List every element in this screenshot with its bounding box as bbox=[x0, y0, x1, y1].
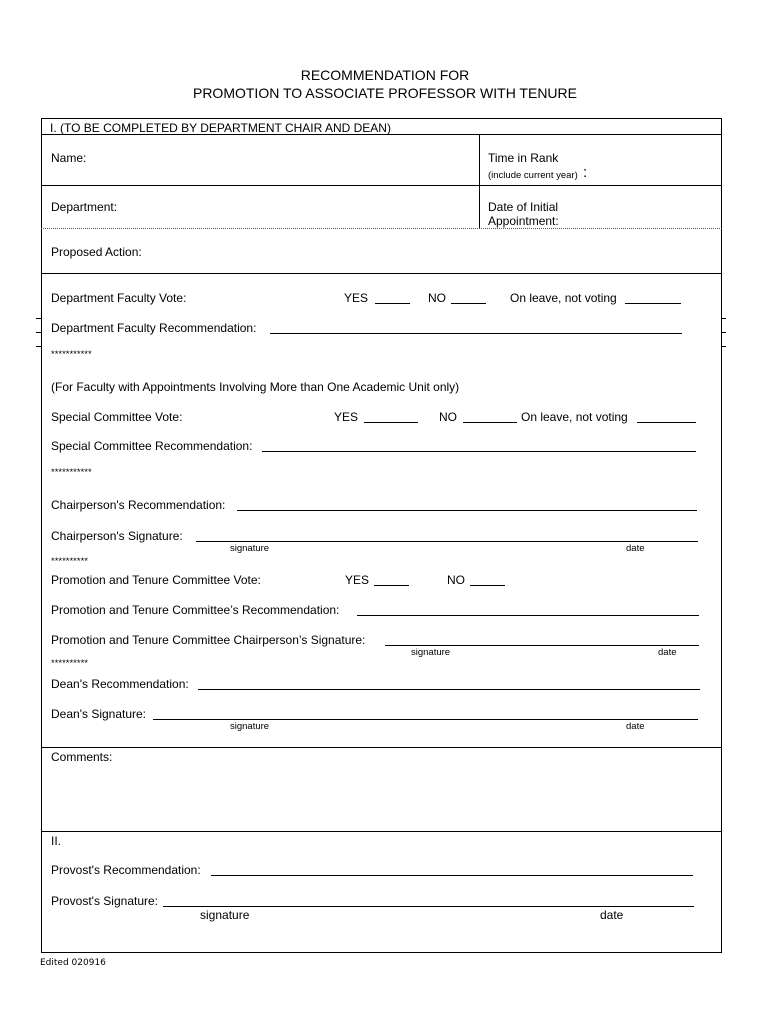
pt-date-caption: date bbox=[658, 647, 677, 658]
section1-header: I. (TO BE COMPLETED BY DEPARTMENT CHAIR AND DEAN) bbox=[50, 121, 391, 135]
time-in-rank-note: (include current year) bbox=[488, 170, 578, 181]
time-in-rank-label: Time in Rank bbox=[488, 151, 559, 165]
time-in-rank-colon: : bbox=[583, 164, 588, 181]
special-recommendation-label: Special Committee Recommendation: bbox=[51, 439, 253, 453]
margin-tick bbox=[36, 318, 41, 319]
chair-signature-field[interactable] bbox=[196, 541, 698, 542]
pt-signature-caption: signature bbox=[411, 647, 451, 658]
separator-3: ********** bbox=[51, 556, 88, 567]
margin-tick bbox=[721, 332, 726, 333]
special-vote-label: Special Committee Vote: bbox=[51, 410, 183, 424]
dean-signature-caption: signature bbox=[230, 721, 270, 732]
special-yes-field[interactable] bbox=[364, 422, 418, 423]
dept-yes-label: YES bbox=[344, 291, 369, 305]
form-title-line1: RECOMMENDATION FOR bbox=[300, 67, 470, 83]
pt-recommendation-label: Promotion and Tenure Committee’s Recommendation: bbox=[51, 603, 340, 617]
special-on-leave-field[interactable] bbox=[637, 422, 696, 423]
dept-recommendation-field[interactable] bbox=[270, 333, 682, 334]
separator-2: *********** bbox=[51, 467, 92, 478]
row-divider-2 bbox=[41, 228, 722, 229]
proposed-action-label: Proposed Action: bbox=[51, 245, 142, 259]
dean-signature-label: Dean's Signature: bbox=[51, 707, 147, 721]
section2-header: II. bbox=[51, 834, 62, 848]
pt-recommendation-field[interactable] bbox=[357, 615, 699, 616]
provost-recommendation-field[interactable] bbox=[211, 875, 693, 876]
margin-tick bbox=[721, 346, 726, 347]
dean-date-caption: date bbox=[626, 721, 645, 732]
provost-signature-caption: signature bbox=[200, 908, 250, 922]
margin-tick bbox=[36, 346, 41, 347]
special-recommendation-field[interactable] bbox=[262, 451, 696, 452]
separator-1: *********** bbox=[51, 349, 92, 360]
date-initial-line2: Appointment: bbox=[488, 214, 559, 228]
special-no-field[interactable] bbox=[463, 422, 517, 423]
special-on-leave-label: On leave, not voting bbox=[521, 410, 628, 424]
pt-no-label: NO bbox=[447, 573, 465, 587]
separator-4: ********** bbox=[51, 658, 88, 669]
pt-vote-label: Promotion and Tenure Committee Vote: bbox=[51, 573, 261, 587]
chair-recommendation-field[interactable] bbox=[237, 510, 697, 511]
chair-signature-caption: signature bbox=[230, 543, 270, 554]
name-label: Name: bbox=[51, 151, 87, 165]
provost-recommendation-label: Provost's Recommendation: bbox=[51, 863, 201, 877]
comments-label: Comments: bbox=[51, 750, 113, 764]
pt-yes-field[interactable] bbox=[374, 585, 409, 586]
chair-date-caption: date bbox=[626, 543, 645, 554]
section-divider bbox=[41, 831, 722, 832]
margin-tick bbox=[36, 332, 41, 333]
provost-signature-label: Provost's Signature: bbox=[51, 894, 159, 908]
row-divider-4 bbox=[41, 747, 722, 748]
date-initial-line1: Date of Initial bbox=[488, 200, 559, 214]
special-no-label: NO bbox=[439, 410, 457, 424]
comments-area[interactable] bbox=[42, 765, 720, 831]
dean-recommendation-label: Dean's Recommendation: bbox=[51, 677, 189, 691]
pt-chair-signature-label: Promotion and Tenure Committee Chairperson’s Signature: bbox=[51, 633, 366, 647]
dept-on-leave-label: On leave, not voting bbox=[510, 291, 617, 305]
department-label: Department: bbox=[51, 200, 118, 214]
dept-vote-label: Department Faculty Vote: bbox=[51, 291, 187, 305]
special-yes-label: YES bbox=[334, 410, 359, 424]
provost-date-caption: date bbox=[600, 908, 624, 922]
chair-recommendation-label: Chairperson's Recommendation: bbox=[51, 498, 226, 512]
dept-recommendation-label: Department Faculty Recommendation: bbox=[51, 321, 257, 335]
form-title-line2: PROMOTION TO ASSOCIATE PROFESSOR WITH TENURE bbox=[192, 85, 577, 101]
dept-on-leave-field[interactable] bbox=[625, 303, 681, 304]
margin-tick bbox=[721, 318, 726, 319]
pt-yes-label: YES bbox=[345, 573, 370, 587]
dept-no-label: NO bbox=[428, 291, 446, 305]
row-divider-3 bbox=[41, 273, 722, 274]
dean-recommendation-field[interactable] bbox=[198, 689, 700, 690]
pt-no-field[interactable] bbox=[470, 585, 505, 586]
provost-signature-field[interactable] bbox=[163, 906, 694, 907]
chair-signature-label: Chairperson's Signature: bbox=[51, 529, 183, 543]
pt-chair-signature-field[interactable] bbox=[385, 645, 699, 646]
column-divider bbox=[479, 134, 480, 228]
dean-signature-field[interactable] bbox=[153, 719, 698, 720]
header-divider bbox=[41, 134, 722, 135]
dept-yes-field[interactable] bbox=[375, 303, 410, 304]
dept-no-field[interactable] bbox=[451, 303, 486, 304]
edited-note: Edited 020916 bbox=[40, 958, 106, 968]
multi-unit-note: (For Faculty with Appointments Involving More than One Academic Unit only) bbox=[51, 380, 460, 394]
row-divider-1 bbox=[41, 185, 722, 186]
